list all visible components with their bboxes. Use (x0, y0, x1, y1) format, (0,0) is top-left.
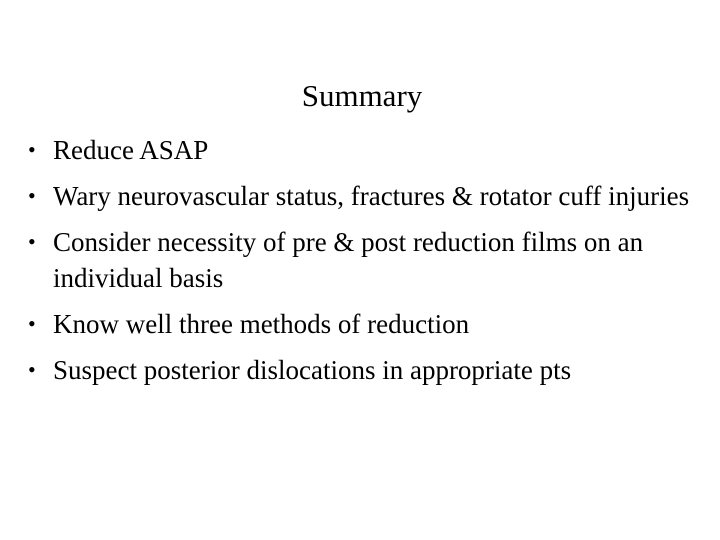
bullet-item (28, 132, 708, 168)
bullet-item (28, 306, 708, 342)
bullet-icon: • (28, 183, 36, 208)
bullet-text: Wary neurovascular status, fractures & rotator cuff injuries (53, 181, 690, 211)
bullet-item (28, 224, 708, 296)
bullet-icon: • (28, 229, 36, 254)
bullet-icon: • (28, 357, 36, 382)
bullet-text: Reduce ASAP (53, 135, 209, 165)
bullet-icon: • (28, 137, 36, 162)
bullet-text: Consider necessity of pre & post reduction films on an individual basis (53, 227, 644, 293)
bullet-text: Suspect posterior dislocations in appropriate pts (53, 355, 572, 385)
bullet-icon: • (28, 311, 36, 336)
bullet-text: Know well three methods of reduction (53, 309, 470, 339)
bullet-item (28, 352, 708, 388)
slide-title: Summary (301, 78, 423, 113)
bullet-item (28, 178, 708, 214)
bullet-list (28, 132, 708, 398)
